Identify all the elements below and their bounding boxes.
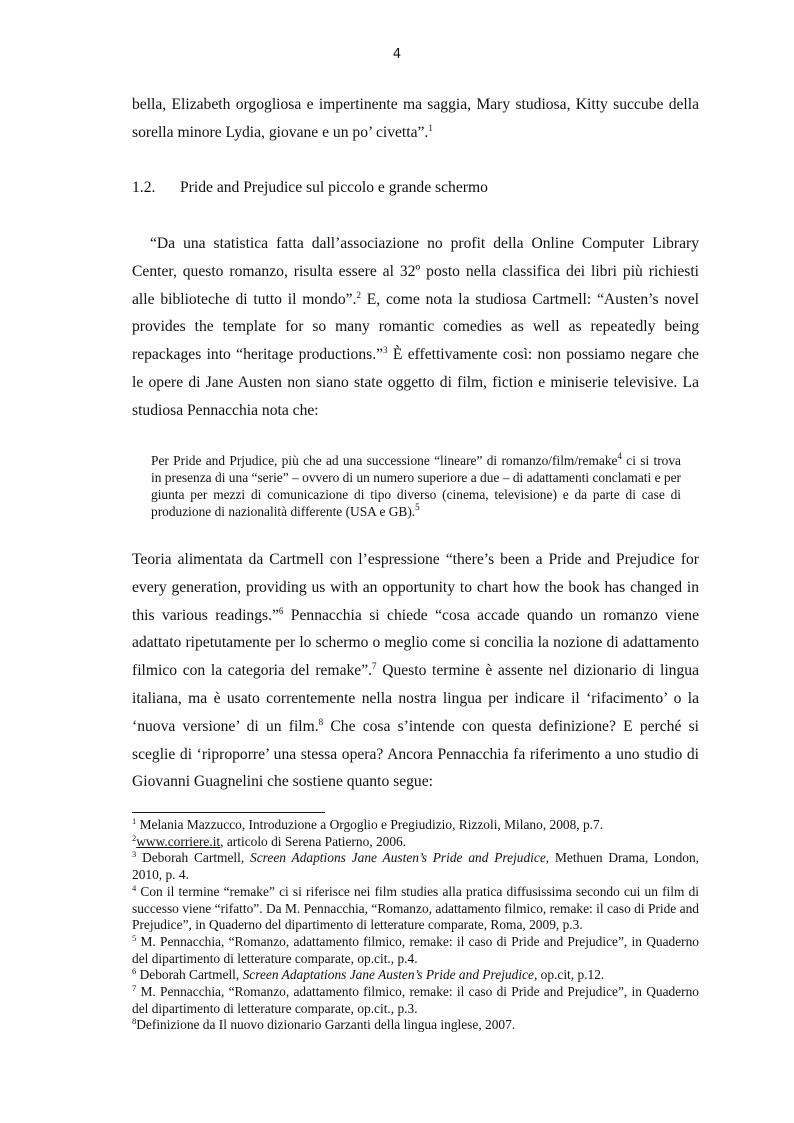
footnotes-list (132, 817, 699, 1034)
block-quote (151, 452, 681, 520)
footnote-item (132, 984, 699, 1017)
final-paragraph-text-1: Teoria alimentata da Cartmell con l’espressione “there’s been a Pride and Prejudice for every generation, providing us with an opportunity to chart how the book has changed in this various readings.” (132, 551, 699, 624)
footnote-ref[interactable]: 5 (415, 502, 420, 512)
footnote-number: 3 (132, 849, 137, 860)
footnote-item (132, 884, 699, 934)
footnote-text: Con il termine “remake” ci si riferisce nei film studies alla pratica diffusissima secondo cui un film di successo viene “rifatto”. Da M. Pennacchia, “Romanzo, adattamento filmico, remake: il caso di Pride and Prejudice”, in Quaderno del dipartimento di letterature comparate, Roma, 2009, p.3. (132, 883, 699, 933)
final-paragraph-text-3: Questo termine è assente nel dizionario di lingua italiana, ma è usato correntemente nella nostra lingua per indicare il ‘rifacimento’ o la ‘nuova versione’ di un film. (132, 662, 699, 735)
section-heading (132, 176, 699, 200)
final-paragraph-text-2: Pennacchia si chiede “cosa accade quando un romanzo viene adattato ripetutamente per lo schermo o meglio come si concilia la nozione di adattamento filmico con la categoria del remake”. (132, 606, 699, 680)
footnote-text: , op.cit, p.12. (533, 967, 605, 983)
footnote-ref[interactable]: 2 (356, 289, 361, 300)
footnote-link[interactable]: www.corriere.it (136, 833, 221, 849)
footnote-number: 2 (132, 832, 137, 843)
footnote-item (132, 934, 699, 967)
page-number: 4 (392, 47, 402, 62)
footnote-item (132, 850, 699, 883)
footnote-ref[interactable]: 8 (318, 716, 324, 727)
footnote-item (132, 817, 699, 834)
footnote-text: , Methuen Drama, London, 2010, p. 4. (132, 850, 699, 883)
footnote-title: Screen Adaptations Jane Austen’s Pride and Prejudice (242, 967, 534, 983)
block-quote-text-1: Per Pride and Prjudice, più che ad una successione “lineare” di romanzo/film/remake (151, 453, 618, 468)
footnote-ref[interactable]: 3 (383, 345, 388, 356)
block-quote-text-2: ci si trova in presenza di una “serie” – ovvero di un numero superiore a due – di adattamenti conclamati e per giunta per mezzi di comunicazione di tipo diverso (cinema, televisione) e da parte di case di produzione di nazionalità differente (USA e GB). (151, 453, 681, 519)
footnote-item (132, 967, 699, 984)
body-paragraph-text-2: E, come nota la studiosa Cartmell: “Austen’s novel provides the template for so many romantic comedies as well as repeatedly being repackages into “heritage productions.” (132, 290, 699, 364)
body-paragraph-text-1: “Da una statistica fatta dall’associazione no profit della Online Computer Library Center, questo romanzo, risulta essere al 32º posto nella classifica dei libri più richiesti alle biblioteche di tutto il mondo”. (132, 235, 699, 308)
footnote-ref[interactable]: 7 (372, 661, 377, 672)
footnote-number: 7 (132, 983, 137, 994)
footnote-separator (132, 812, 325, 813)
footnote-number: 5 (132, 932, 137, 943)
intro-paragraph-text: bella, Elizabeth orgogliosa e impertinente ma saggia, Mary studiosa, Kitty succube della sorella minore Lydia, giovane e un po’ civetta”. (132, 96, 699, 141)
body-paragraph-text-3: È effettivamente così: non possiamo negare che le opere di Jane Austen non siano state oggetto di film, fiction e miniserie televisive. La studiosa Pennacchia nota che: (132, 346, 699, 419)
body-paragraph (132, 230, 699, 425)
footnote-text: Deborah Cartmell, (136, 967, 243, 983)
footnote-item (132, 1017, 699, 1034)
footnote-ref[interactable]: 6 (278, 605, 284, 616)
footnote-item (132, 834, 699, 851)
footnote-text: M. Pennacchia, “Romanzo, adattamento filmico, remake: il caso di Pride and Prejudice”, in Quaderno del dipartimento di letterature comparate, op.cit., p.3. (132, 984, 699, 1016)
footnote-ref[interactable]: 4 (617, 451, 622, 461)
section-title: Pride and Prejudice sul piccolo e grande schermo (180, 179, 488, 196)
intro-paragraph (132, 91, 699, 147)
footnote-text: Definizione da Il nuovo dizionario Garzanti della lingua inglese, 2007. (136, 1017, 516, 1033)
footnote-text: M. Pennacchia, “Romanzo, adattamento filmico, remake: il caso di Pride and Prejudice”, in Quaderno del dipartimento di letterature comparate, op.cit., p.4. (132, 933, 699, 966)
footnote-number: 6 (132, 966, 137, 977)
footnote-text: , articolo di Serena Patierno, 2006. (220, 833, 407, 849)
final-paragraph (132, 546, 699, 796)
footnote-text: Melania Mazzucco, Introduzione a Orgoglio e Pregiudizio, Rizzoli, Milano, 2008, p.7. (136, 817, 604, 832)
footnote-ref[interactable]: 1 (428, 122, 433, 133)
footnote-text: Deborah Cartmell, (136, 850, 251, 866)
footnote-title: Screen Adaptions Jane Austen’s Pride and Prejudice (250, 850, 546, 866)
footnote-number: 8 (132, 1016, 137, 1027)
footnote-number: 4 (132, 882, 137, 893)
footnote-number: 1 (132, 816, 137, 826)
final-paragraph-text-4: Che cosa s’intende con questa definizione? E perché si sceglie di ‘riproporre’ una stessa opera? Ancora Pennacchia fa riferimento a uno studio di Giovanni Guagnelini che sostiene quanto segue: (132, 717, 699, 791)
section-number: 1.2. (132, 179, 156, 196)
